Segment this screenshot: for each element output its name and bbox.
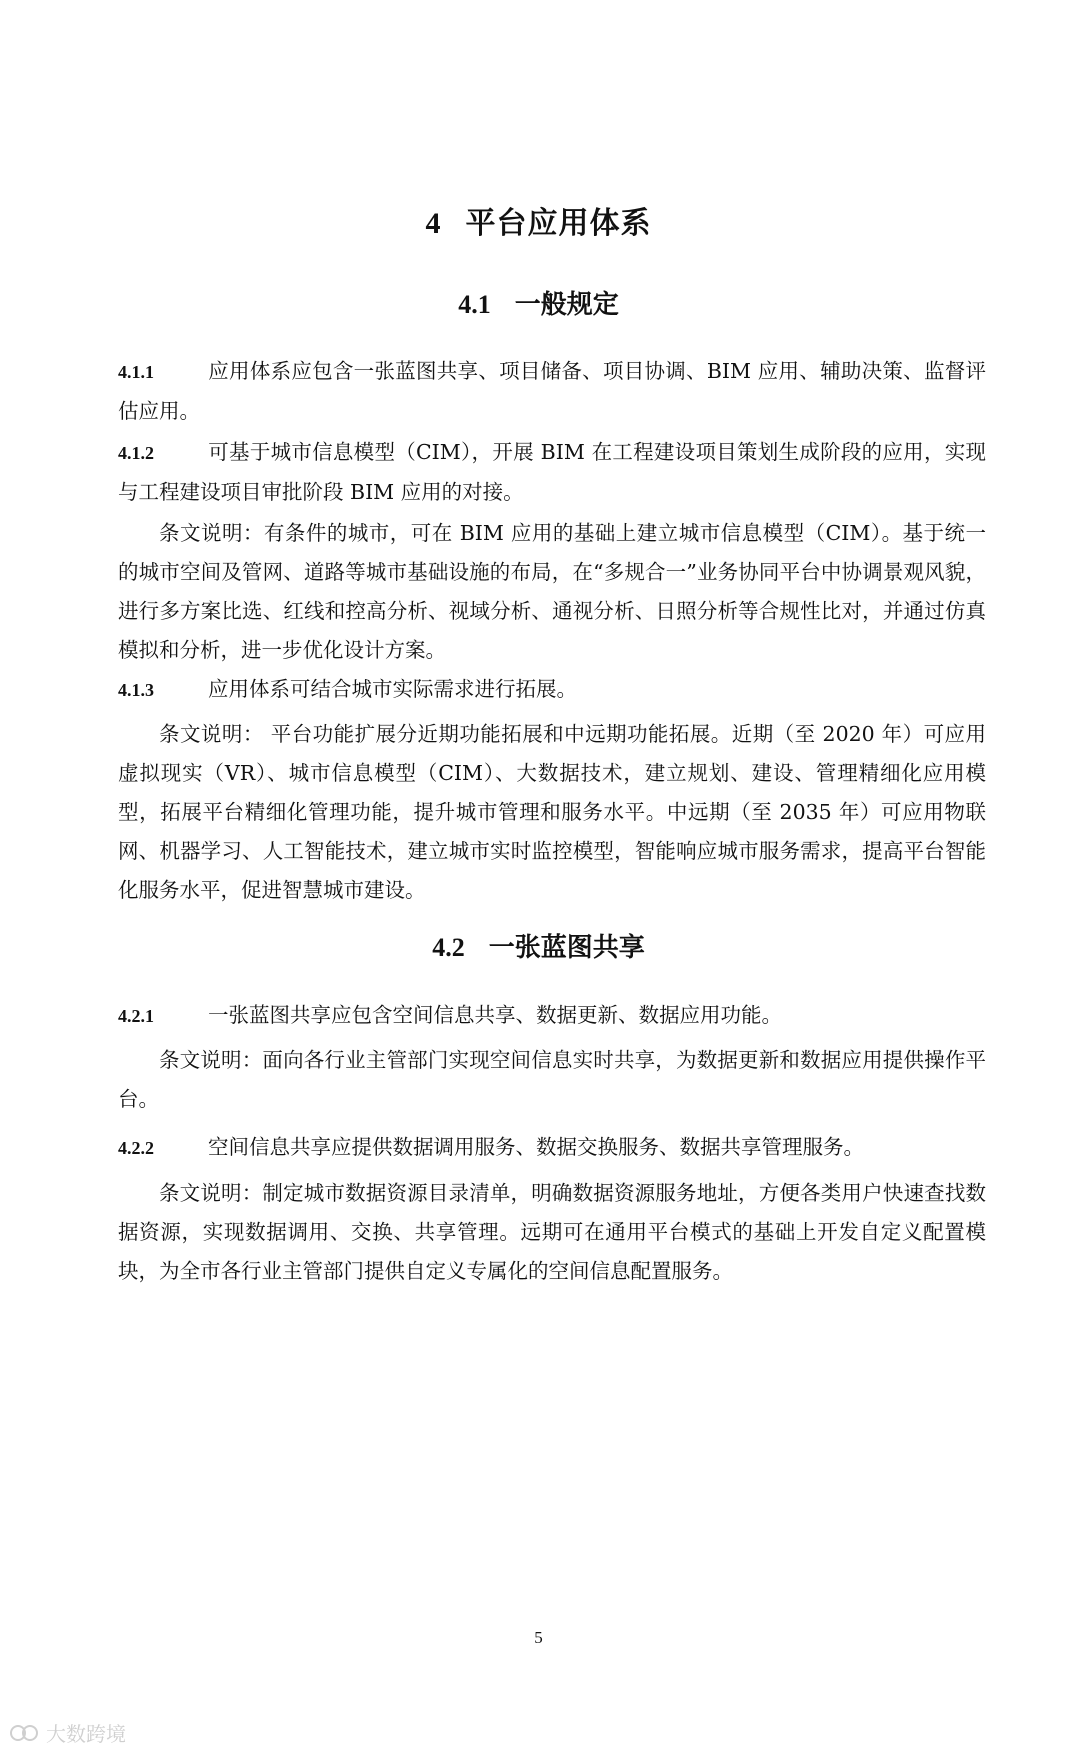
clause-number: 4.2.1 [118,1006,154,1026]
clause-number: 4.1.1 [118,362,154,382]
clause-4-2-1 [118,996,986,1036]
section-number: 4.1 [458,290,491,319]
clause-number: 4.2.2 [118,1138,154,1158]
clause-number: 4.1.2 [118,443,154,463]
chapter-heading [0,198,1077,242]
section-heading-4-1 [0,284,1077,321]
watermark-logo-icon [8,1723,42,1748]
section-title: 一般规定 [514,290,619,320]
explanation-4-2-2: 条文说明：制定城市数据资源目录清单，明确数据资源服务地址，方便各类用户快速查找数据资源，实现数据调用、交换、共享管理。远期可在通用平台模式的基础上开发自定义配置模块，为全市各行业主管部门提供自定义专属化的空间信息配置服务。 [118,1181,986,1283]
clause-4-1-1 [118,352,986,431]
explanation-4-2-1: 条文说明：面向各行业主管部门实现空间信息实时共享，为数据更新和数据应用提供操作平台。 [118,1048,986,1111]
explanation-4-1-2: 条文说明：有条件的城市，可在 BIM 应用的基础上建立城市信息模型（CIM）。基于统一的城市空间及管网、道路等城市基础设施的布局，在“多规合一”业务协同平台中协调景观风貌，进行多方案比选、红线和控高分析、视域分析、通视分析、日照分析等合规性比对，并通过仿真模拟和分析，进一步优化设计方案。 [118,521,986,662]
clause-text: 应用体系可结合城市实际需求进行拓展。 [208,677,577,701]
clause-text: 可基于城市信息模型（CIM），开展 BIM 在工程建设项目策划生成阶段的应用，实现与工程建设项目审批阶段 BIM 应用的对接。 [118,440,986,504]
clause-number: 4.1.3 [118,680,154,700]
watermark-text: 大数跨境 [46,1722,126,1746]
explanation-4-1-3: 条文说明： 平台功能扩展分近期功能拓展和中远期功能拓展。近期（至 2020 年）可应用虚拟现实（VR）、城市信息模型（CIM）、大数据技术，建立规划、建设、管理精细化应用模型，拓展平台精细化管理功能，提升城市管理和服务水平。中远期（至 2035 年）可应用物联网、机器学习、人工智能技术，建立城市实时监控模型，智能响应城市服务需求，提高平台智能化服务水平，促进智慧城市建设。 [118,722,986,902]
clause-4-1-3 [118,670,986,710]
chapter-number: 4 [425,207,442,240]
clause-text: 一张蓝图共享应包含空间信息共享、数据更新、数据应用功能。 [208,1003,782,1027]
watermark [8,1718,126,1748]
section-heading-4-2 [0,927,1077,964]
chapter-title: 平台应用体系 [465,206,652,241]
clause-text: 空间信息共享应提供数据调用服务、数据交换服务、数据共享管理服务。 [208,1135,864,1159]
section-number: 4.2 [432,933,465,962]
clause-text: 应用体系应包含一张蓝图共享、项目储备、项目协调、BIM 应用、辅助决策、监督评估应用。 [118,359,986,423]
clause-4-2-2 [118,1128,986,1168]
page-number: 5 [534,1628,543,1647]
clause-4-1-2 [118,433,986,512]
section-title: 一张蓝图共享 [488,933,645,963]
